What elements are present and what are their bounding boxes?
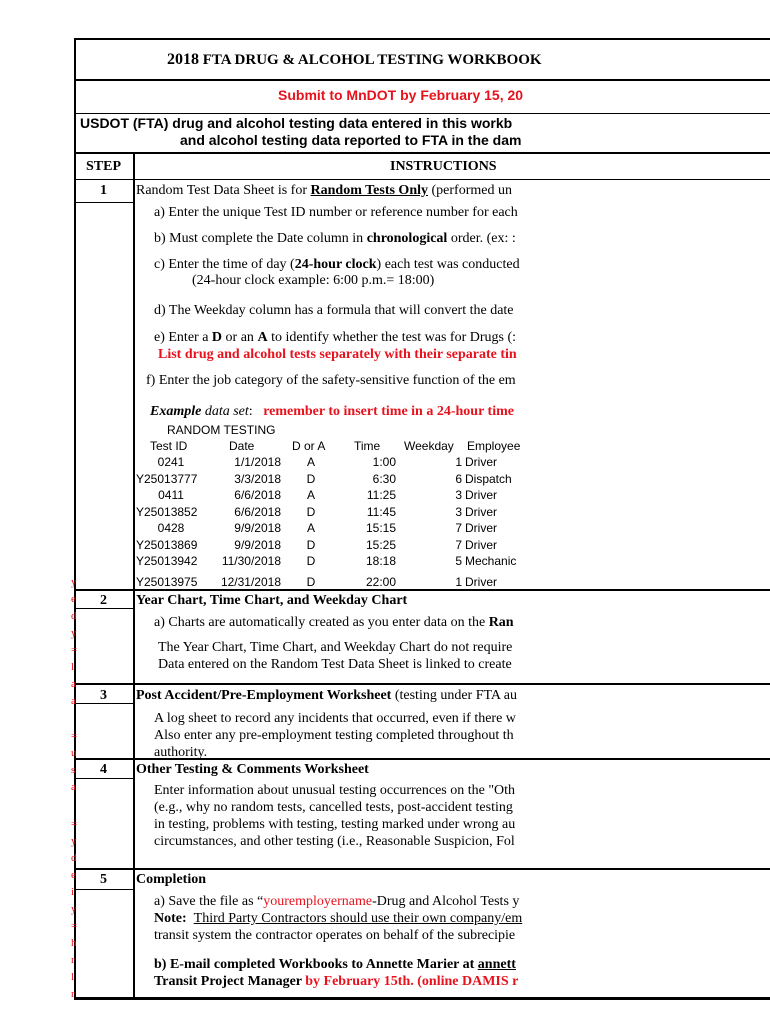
title-year: 2018 [167, 51, 199, 68]
table-cell: D [306, 575, 316, 589]
step4-line-4: circumstances, and other testing (i.e., Reasonable Suspicion, Fol [154, 834, 515, 849]
margin-mark: u [71, 747, 77, 759]
intro-line-1: USDOT (FTA) drug and alcohol testing data entered in this workb [80, 115, 513, 131]
table-cell: 15:15 [365, 521, 396, 535]
step5-note-line-2: transit system the contractor operates on behalf of the subrecipie [154, 928, 516, 943]
bottom-border [74, 997, 770, 1000]
step1-b-bold: chronological [366, 231, 448, 246]
table-cell: Driver [465, 488, 497, 502]
step4-line-2: (e.g., why no random tests, cancelled tests, post-accident testing [154, 800, 513, 815]
table-cell: Driver [465, 505, 497, 519]
table-cell: 6/6/2018 [234, 488, 281, 502]
margin-mark: y [71, 627, 77, 639]
table-cell: 5 [455, 554, 462, 568]
table-cell: Driver [465, 575, 497, 589]
step4-line-3: in testing, problems with testing, testing marked under wrong au [154, 817, 516, 832]
table-cell: Driver [465, 455, 497, 469]
intro-divider [74, 152, 770, 154]
margin-mark: = [71, 644, 78, 656]
step2-a-bold: Ran [488, 615, 514, 630]
table-cell: Mechanic [465, 554, 517, 568]
step1-e-a: A [257, 330, 268, 345]
step5-heading: Completion [136, 872, 206, 887]
table-column-header: Employee [467, 439, 521, 453]
step1-e-mid: or an [222, 330, 258, 345]
table-cell: 6 [455, 472, 462, 486]
table-cell: Dispatch [465, 472, 512, 486]
step2-number: 2 [100, 593, 107, 608]
margin-mark: e [71, 869, 76, 881]
table-cell: 0411 [158, 488, 184, 502]
table-cell: Driver [465, 538, 497, 552]
step5-a-text: a) Save the file as “ [154, 894, 264, 909]
step1-b-text: b) Must complete the Date column in [154, 231, 367, 246]
example-warning: remember to insert time in a 24-hour time [263, 404, 514, 419]
step2-para-2: Data entered on the Random Test Data Sheet is linked to create [158, 657, 512, 672]
submit-deadline: Submit to MnDOT by February 15, 20 [278, 87, 524, 103]
page-title [167, 51, 542, 69]
step4-line-1: Enter information about unusual testing occurrences on the "Oth [154, 783, 516, 798]
table-cell: 11/30/2018 [221, 554, 281, 568]
table-cell: D [306, 538, 316, 552]
step-column-divider [133, 153, 135, 1000]
example-label: Example [150, 404, 202, 419]
step1-item-d: d) The Weekday column has a formula that will convert the date [154, 303, 514, 318]
margin-mark: e [71, 593, 76, 605]
step1-number: 1 [100, 183, 107, 198]
margin-mark: y [71, 903, 77, 915]
table-cell: Y25013975 [136, 575, 198, 589]
table-cell: D [306, 505, 316, 519]
table-cell: 11:25 [366, 488, 396, 502]
step1-c-post: ) each test was conducted [376, 257, 520, 272]
table-column-header: Date [229, 439, 255, 453]
step1-item-c-example: (24-hour clock example: 6:00 p.m.= 18:00) [192, 273, 435, 288]
table-cell: 3 [455, 505, 462, 519]
step1-c-bold: 24-hour clock [294, 257, 377, 272]
table-cell: 9/9/2018 [234, 521, 281, 535]
margin-mark: d [71, 610, 77, 622]
table-cell: 7 [455, 538, 462, 552]
step3-line-3: authority. [154, 745, 208, 758]
table-cell: 22:00 [365, 575, 396, 589]
margin-mark: = [71, 818, 78, 830]
margin-mark: h [71, 937, 77, 949]
step1-item-a: a) Enter the unique Test ID number or reference number for each [154, 205, 518, 220]
top-border [74, 38, 770, 40]
step1-num-rule [74, 202, 134, 203]
step5-email-link[interactable]: annett [477, 957, 516, 972]
step-header: STEP [86, 159, 122, 174]
table-cell: A [306, 488, 315, 502]
step3-heading-line [136, 688, 517, 704]
step3-heading: Post Accident/Pre-Employment Worksheet [136, 688, 392, 703]
step1-c-text: c) Enter the time of day ( [154, 257, 295, 272]
step5-b2-red: by February 15th. (online DAMIS r [305, 974, 519, 989]
table-cell: Y25013942 [136, 554, 198, 568]
step5-number: 5 [100, 872, 107, 887]
margin-mark: d [71, 852, 77, 864]
margin-mark: i [71, 886, 75, 898]
table-cell: 3 [455, 488, 462, 502]
margin-mark: a [71, 781, 76, 793]
header-divider [74, 179, 770, 180]
table-cell: Y25013852 [136, 505, 198, 519]
table-cell: 9/9/2018 [234, 538, 281, 552]
step1-e-post: to identify whether the test was for Drugs (: [267, 330, 517, 345]
table-cell: 7 [455, 521, 462, 535]
margin-mark: r [71, 988, 75, 1000]
example-colon: : [248, 404, 253, 419]
table-cell: 15:25 [365, 538, 396, 552]
step3-line-2: Also enter any pre-employment testing completed throughout th [154, 728, 514, 743]
workbook-sheet [74, 38, 770, 1000]
step2-heading: Year Chart, Time Chart, and Weekday Chart [136, 593, 408, 608]
margin-mark: l [71, 661, 75, 673]
step5-num-rule [74, 889, 134, 890]
step5-note-text: Third Party Contractors should use their own company/em [193, 911, 523, 926]
table-cell: 1:00 [372, 455, 396, 469]
step5-divider [74, 868, 770, 870]
step5-a-red: youremployername [263, 894, 373, 909]
step3-number: 3 [100, 688, 107, 703]
step1-item-b [154, 231, 516, 247]
table-cell: 0241 [157, 455, 185, 469]
step4-divider [74, 758, 770, 760]
table-cell: 1/1/2018 [234, 455, 281, 469]
table-column-header: D or A [292, 439, 326, 453]
step5-item-b [154, 957, 516, 973]
submit-divider [74, 113, 770, 114]
step5-note-label: Note: [154, 911, 187, 926]
table-cell: 3/3/2018 [234, 472, 281, 486]
step5-item-a [154, 894, 519, 910]
step1-item-f: f) Enter the job category of the safety-sensitive function of the em [146, 373, 516, 388]
step5-b-text: b) E-mail completed Workbooks to Annette Marier at [154, 957, 478, 972]
step1-item-c [154, 257, 520, 273]
table-cell: 1 [455, 455, 462, 469]
table-column-header: Time [354, 439, 381, 453]
step4-num-rule [74, 778, 134, 779]
table-cell: 11:45 [366, 505, 396, 519]
step3-line-1: A log sheet to record any incidents that occurred, even if there w [154, 711, 516, 726]
table-cell: D [306, 554, 316, 568]
example-label-line [150, 404, 514, 420]
instructions-header: INSTRUCTIONS [390, 159, 497, 174]
title-divider [74, 79, 770, 81]
margin-mark: y [71, 576, 77, 588]
margin-mark: a [71, 695, 76, 707]
table-cell: 0428 [157, 521, 185, 535]
step3-divider [74, 683, 770, 685]
table-cell: 18:18 [365, 554, 396, 568]
table-cell: 1 [455, 575, 462, 589]
step1-lead-text: Random Test Data Sheet is for [136, 183, 311, 198]
step1-b-post: order. (ex: : [447, 231, 516, 246]
table-cell: Y25013777 [136, 472, 198, 486]
margin-mark: a [71, 678, 76, 690]
table-column-header: Weekday [404, 439, 454, 453]
step4-heading: Other Testing & Comments Worksheet [136, 762, 369, 777]
table-cell: 6:30 [372, 472, 396, 486]
table-cell: A [306, 455, 315, 469]
margin-mark: s [71, 764, 76, 776]
table-cell: 12/31/2018 [220, 575, 281, 589]
margin-mark: r [71, 954, 75, 966]
step2-item-a [154, 615, 514, 631]
margin-mark: = [71, 730, 78, 742]
table-cell: Y25013869 [136, 538, 198, 552]
example-post: data set [201, 404, 249, 419]
margin-mark: y [71, 835, 77, 847]
title-text: FTA DRUG & ALCOHOL TESTING WORKBOOK [202, 52, 542, 68]
margin-mark: = [71, 920, 78, 932]
step5-b2-text: Transit Project Manager [154, 974, 306, 989]
step1-item-e [154, 330, 516, 346]
step5-note [154, 911, 522, 927]
step4-number: 4 [100, 762, 107, 777]
table-cell: D [306, 472, 316, 486]
step2-para-1: The Year Chart, Time Chart, and Weekday Chart do not require [158, 640, 513, 655]
step1-e-text: e) Enter a [154, 330, 212, 345]
step1-lead-post: (performed un [428, 183, 512, 198]
step1-e-d: D [211, 330, 223, 345]
step1-item-e-warning: List drug and alcohol tests separately with their separate tin [158, 347, 517, 362]
table-cell: A [306, 521, 315, 535]
step2-divider [74, 589, 770, 591]
table-cell: 6/6/2018 [234, 505, 281, 519]
intro-line-2: and alcohol testing data reported to FTA in the dam [180, 132, 522, 148]
table-column-header: Test ID [150, 439, 188, 453]
step1-lead [136, 183, 512, 199]
table-cell: Driver [465, 521, 497, 535]
margin-mark: l [71, 971, 75, 983]
step3-heading-post: (testing under FTA au [391, 688, 517, 703]
step5-a-post: -Drug and Alcohol Tests y [372, 894, 520, 909]
step2-a-text: a) Charts are automatically created as you enter data on the [154, 615, 489, 630]
table-caption: RANDOM TESTING [167, 423, 276, 437]
step5-item-b-line-2 [154, 974, 518, 990]
step1-lead-bold: Random Tests Only [310, 183, 428, 198]
